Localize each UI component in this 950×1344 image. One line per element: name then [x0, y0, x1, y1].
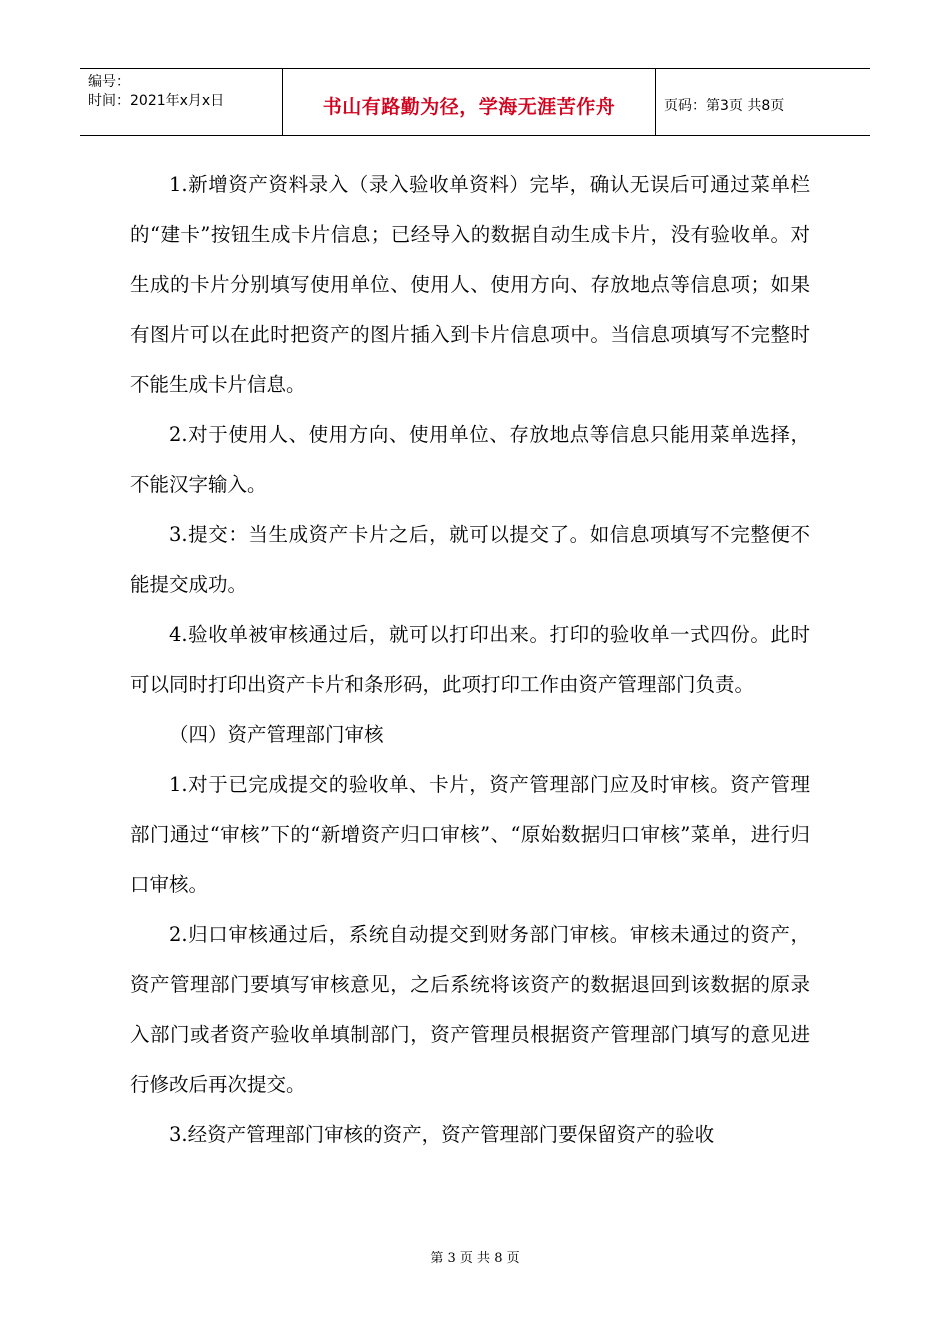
page-header: [80, 68, 870, 136]
paragraph: 2.归口审核通过后，系统自动提交到财务部门审核。审核未通过的资产，资产管理部门要填写审核意见，之后系统将该资产的数据退回到该数据的原录入部门或者资产验收单填制部门，资产管理员根据资产管理部门填写的意见进行修改后再次提交。: [130, 923, 810, 1096]
paragraph: 1.新增资产资料录入（录入验收单资料）完毕，确认无误后可通过菜单栏的“建卡”按钮生成卡片信息；已经导入的数据自动生成卡片，没有验收单。对生成的卡片分别填写使用单位、使用人、使用方向、存放地点等信息项；如果有图片可以在此时把资产的图片插入到卡片信息项中。当信息项填写不完整时不能生成卡片信息。: [130, 173, 810, 396]
page-label: 页码：第3页 共8页: [664, 98, 785, 114]
paragraph: 2.对于使用人、使用方向、使用单位、存放地点等信息只能用菜单选择，不能汉字输入。: [130, 423, 810, 496]
section-heading: （四）资产管理部门审核: [169, 723, 384, 746]
paragraph: 3.经资产管理部门审核的资产，资产管理部门要保留资产的验收: [169, 1123, 715, 1146]
motto: 书山有路勤为径，学海无涯苦作舟: [282, 69, 656, 135]
document-body: [130, 160, 810, 1160]
number-label: 编号：: [88, 74, 130, 90]
header-left-cell: [80, 69, 282, 135]
paragraph: 3.提交：当生成资产卡片之后，就可以提交了。如信息项填写不完整便不能提交成功。: [130, 523, 810, 596]
paragraph: 4.验收单被审核通过后，就可以打印出来。打印的验收单一式四份。此时可以同时打印出资产卡片和条形码，此项打印工作由资产管理部门负责。: [130, 623, 810, 696]
date-label: 时间：2021年x月x日: [88, 93, 225, 109]
paragraph: 1.对于已完成提交的验收单、卡片，资产管理部门应及时审核。资产管理部门通过“审核”下的“新增资产归口审核”、“原始数据归口审核”菜单，进行归口审核。: [130, 773, 810, 896]
page-footer: 第 3 页 共 8 页: [430, 1251, 520, 1266]
